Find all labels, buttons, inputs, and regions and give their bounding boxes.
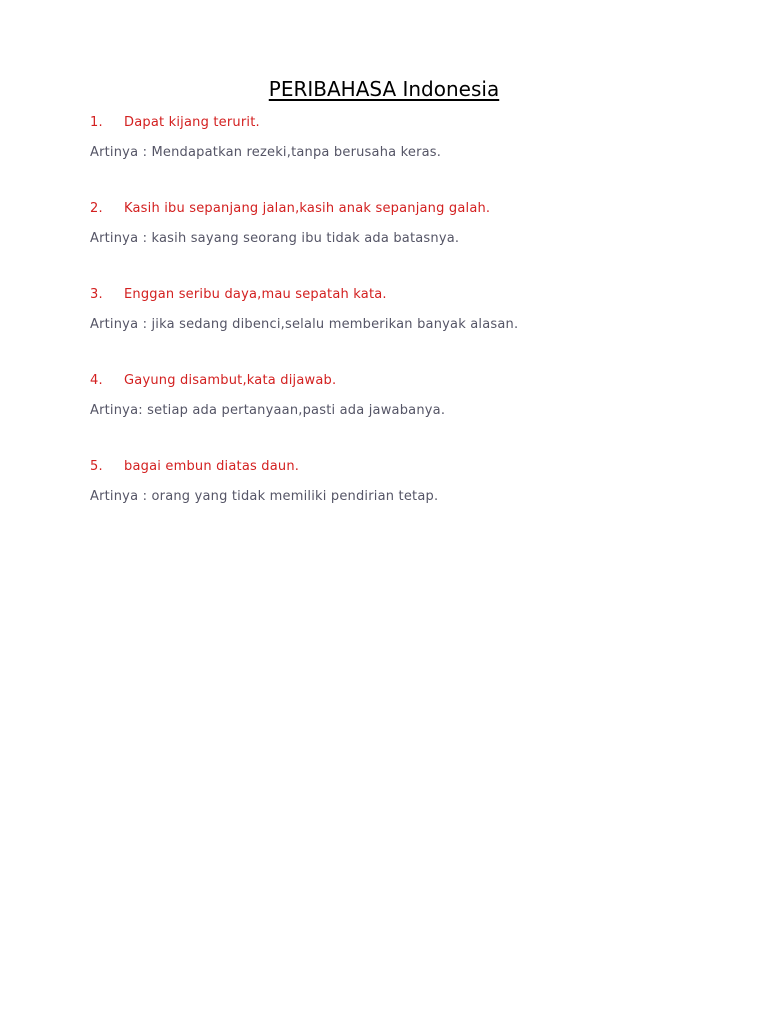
proverb-text: Enggan seribu daya,mau sepatah kata. [124, 287, 387, 302]
proverb-text: bagai embun diatas daun. [124, 459, 300, 474]
proverb-line [90, 286, 730, 304]
proverb-line [90, 114, 730, 132]
meaning-text: Artinya: setiap ada pertanyaan,pasti ada jawabanya. [90, 403, 446, 418]
meaning-text: Artinya : Mendapatkan rezeki,tanpa berusaha keras. [90, 145, 442, 160]
item-number: 5. [90, 459, 103, 474]
page-title: PERIBAHASA Indonesia [268, 77, 500, 101]
item-number: 1. [90, 115, 103, 130]
item-number: 4. [90, 373, 103, 388]
list-item [90, 458, 730, 506]
proverb-text: Gayung disambut,kata dijawab. [124, 373, 337, 388]
meaning-text: Artinya : jika sedang dibenci,selalu memberikan banyak alasan. [90, 317, 519, 332]
item-number: 2. [90, 201, 103, 216]
list-item [90, 372, 730, 420]
list-item [90, 114, 730, 162]
proverb-line [90, 458, 730, 476]
proverb-line [90, 200, 730, 218]
item-number: 3. [90, 287, 103, 302]
meaning-text: Artinya : orang yang tidak memiliki pendirian tetap. [90, 489, 439, 504]
proverb-line [90, 372, 730, 390]
proverb-text: Kasih ibu sepanjang jalan,kasih anak sepanjang galah. [124, 201, 491, 216]
list-item [90, 200, 730, 248]
proverb-text: Dapat kijang terurit. [124, 115, 260, 130]
list-item [90, 286, 730, 334]
meaning-text: Artinya : kasih sayang seorang ibu tidak ada batasnya. [90, 231, 460, 246]
